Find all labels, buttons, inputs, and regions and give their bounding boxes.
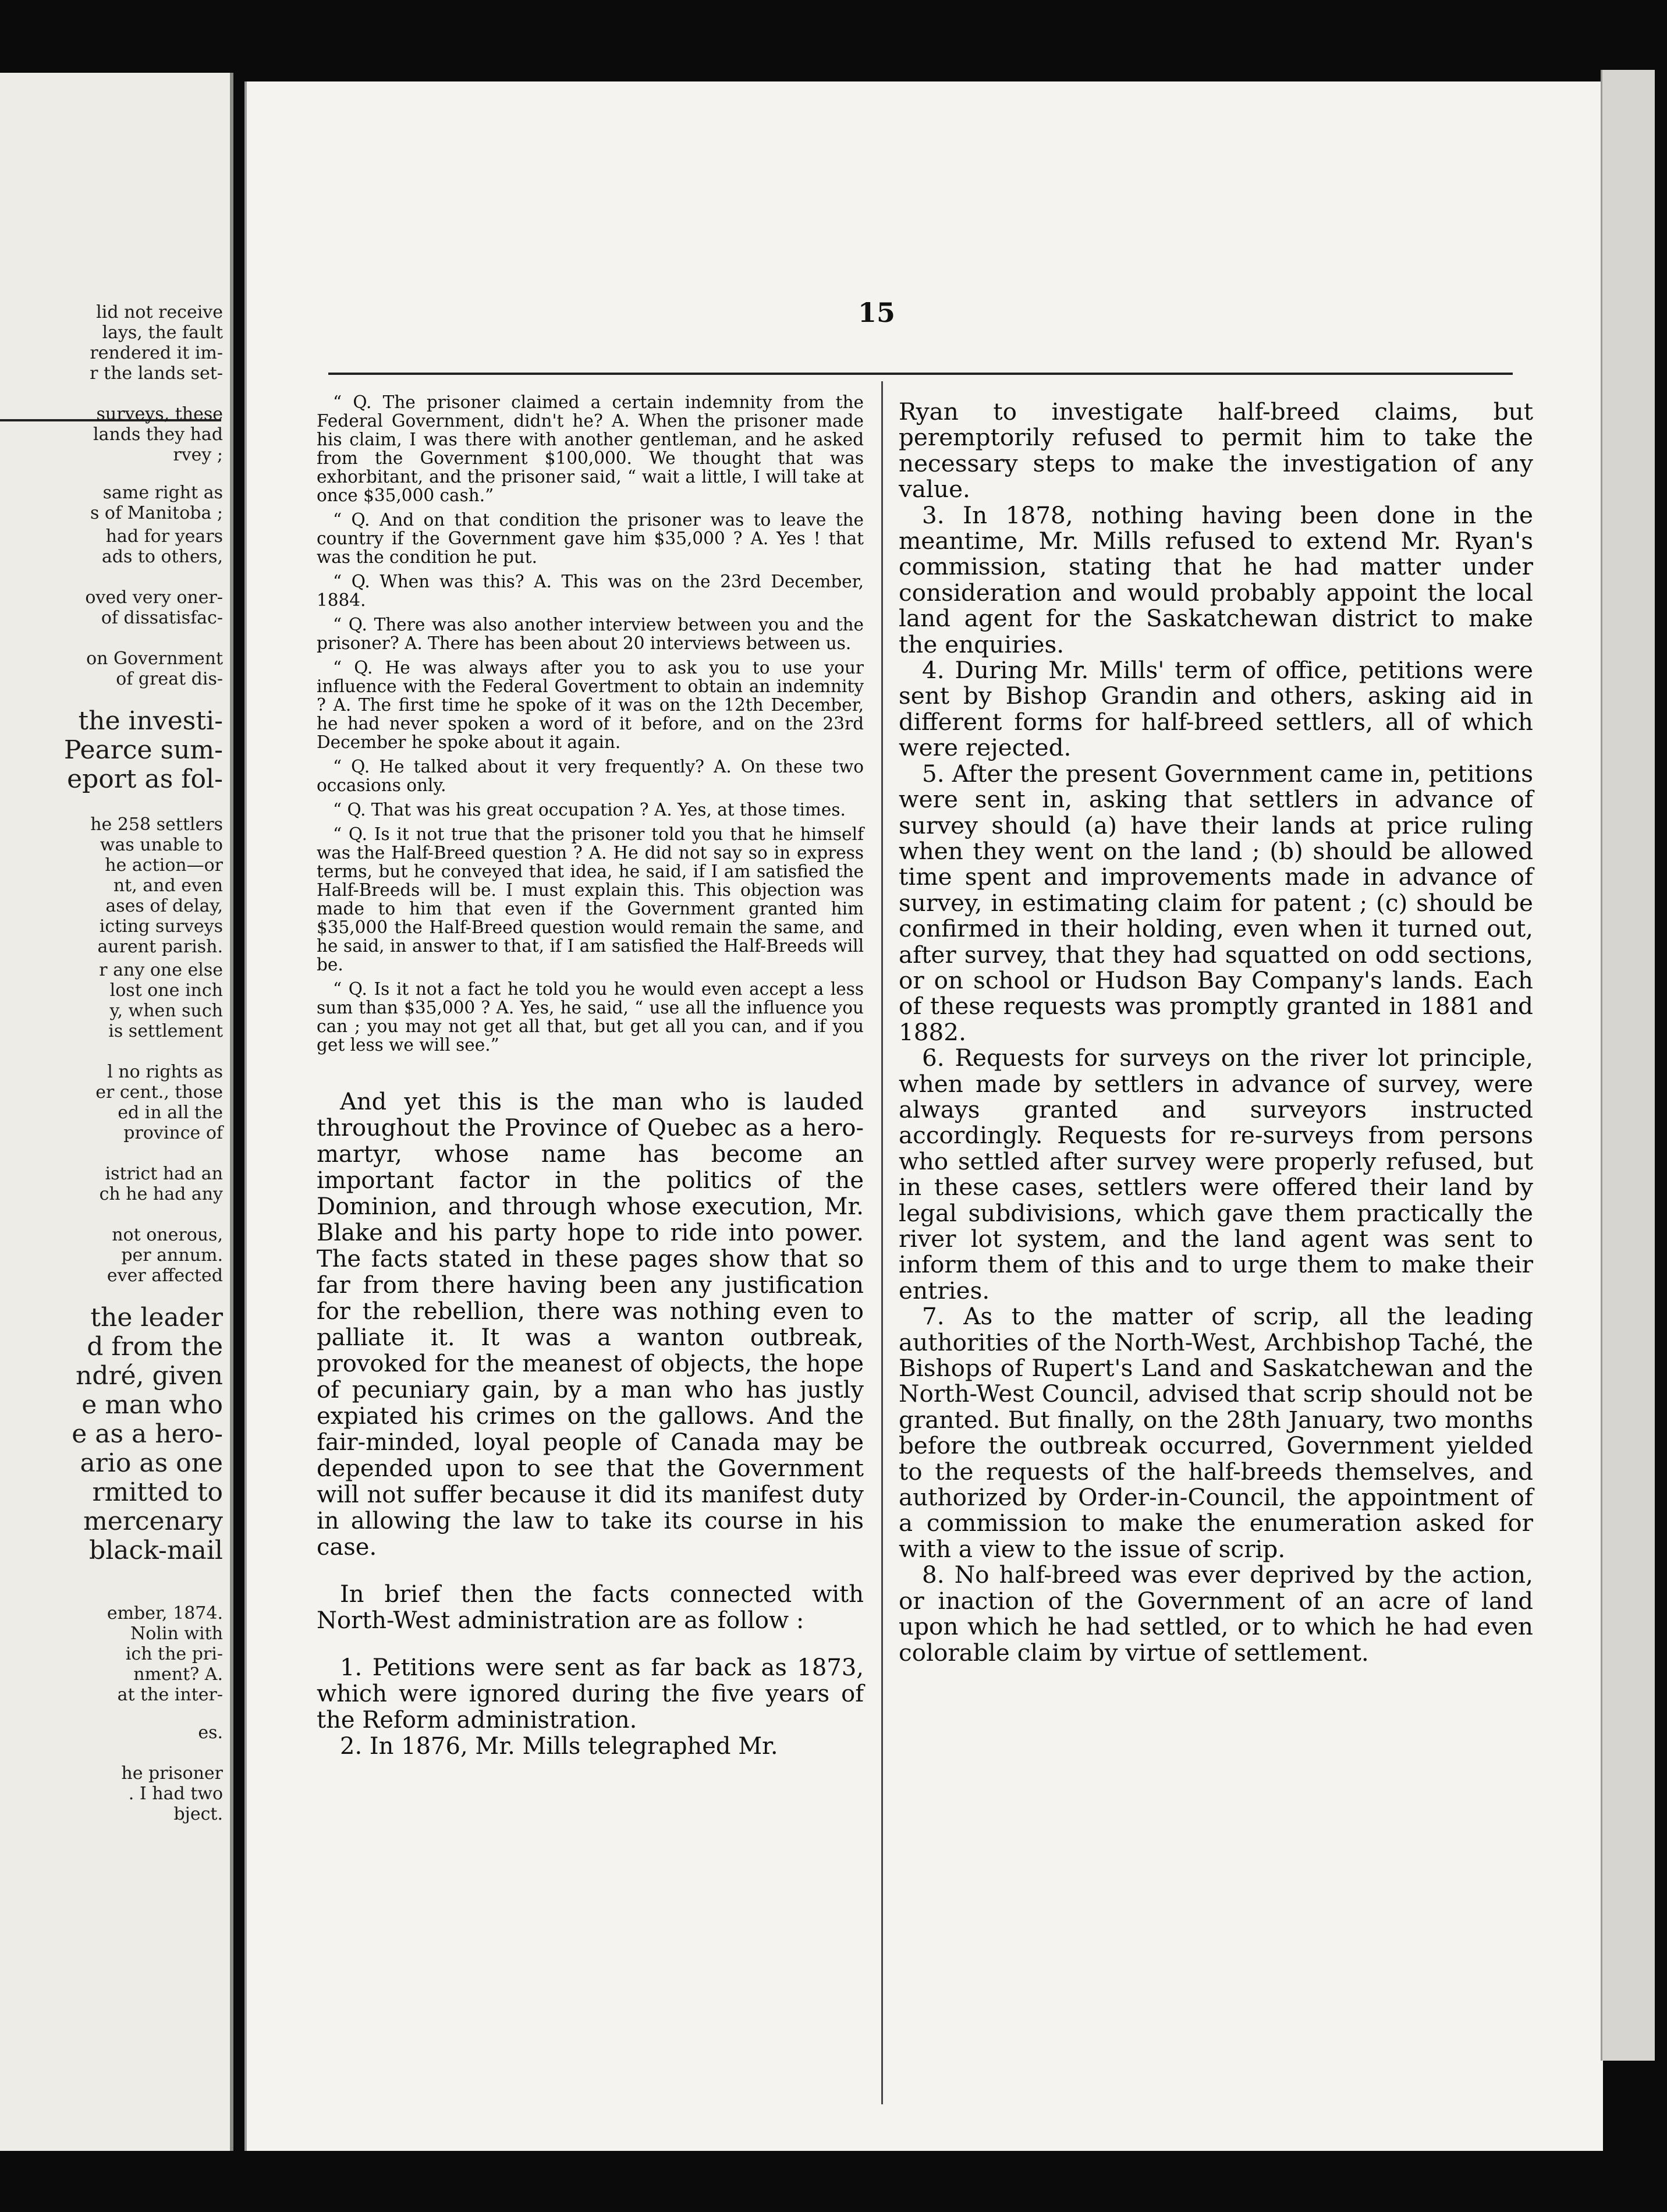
facing-page-line: the leader (90, 1303, 223, 1332)
facing-page-line: he 258 settlers (90, 814, 223, 835)
facing-page-line: l no rights as (107, 1062, 223, 1082)
facing-page-line: ed in all the (118, 1103, 223, 1123)
facing-page-line: es. (198, 1722, 223, 1743)
testimony-paragraph: “ Q. There was also another interview between you and the prisoner? A. There has been about 20 interviews between us. (317, 615, 864, 653)
facing-page-line: same right as (102, 483, 223, 503)
facing-page-line: Pearce sum- (63, 735, 223, 765)
facing-page-fragment (0, 73, 233, 2151)
facing-page-line: oved very oner- (85, 587, 223, 608)
testimony-paragraph: “ Q. He talked about it very frequently? A. On these two occasions only. (317, 757, 864, 795)
facing-page-line: nt, and even (113, 875, 223, 896)
facing-page-line: on Government (86, 648, 223, 669)
facing-page-line: ever affected (107, 1265, 223, 1286)
facing-page-line: e man who (81, 1390, 223, 1420)
body-paragraph: 3. In 1878, nothing having been done in the meantime, Mr. Mills refused to extend Mr. Ryan's commission, stating that he had matter under consideration and would probably appoint the local land agent for the Saskatchewan district to make the enquiries. (899, 501, 1533, 658)
facing-page-line: eport as fol- (67, 764, 223, 794)
facing-page-line: not onerous, (112, 1225, 223, 1245)
facing-page-line: e as a hero- (72, 1419, 223, 1449)
page-number: 15 (858, 297, 896, 328)
facing-page-line: at the inter- (117, 1685, 223, 1705)
facing-page-line: istrict had an (105, 1164, 223, 1184)
right-column (899, 399, 1533, 1665)
facing-page-line: rendered it im- (90, 343, 223, 363)
header-rule (328, 373, 1513, 375)
body-paragraph: 4. During Mr. Mills' term of office, petitions were sent by Bishop Grandin and others, asking aid in different forms for half-breed settlers, all of which were rejected. (899, 656, 1533, 762)
facing-page-line: was unable to (100, 835, 223, 855)
facing-page-line: rmitted to (92, 1477, 223, 1507)
body-paragraph: Ryan to investigate half-breed claims, but peremptorily refused to permit him to take the necessary steps to make the investigation of any value. (899, 398, 1533, 504)
main-page (244, 81, 1603, 2151)
body-paragraph: 2. In 1876, Mr. Mills telegraphed Mr. (340, 1733, 778, 1760)
testimony-paragraph: “ Q. And on that condition the prisoner was to leave the country if the Government gave him $35,000 ? A. Yes ! that was the condition he put. (317, 510, 864, 567)
facing-page-line: had for years (105, 526, 223, 547)
testimony-paragraph: “ Q. He was always after you to ask you to use your influence with the Federal Govertment to obtain an indemnity ? A. The first time he spoke of it was on the 12th December, he had never spoken a word of it before, and on the 23rd December he spoke about it again. (317, 658, 864, 752)
facing-page-line: ich the pri- (125, 1644, 223, 1664)
body-paragraph: 1. Petitions were sent as far back as 1873, which were ignored during the five years of the Reform administration. (317, 1654, 864, 1734)
facing-page-line: Nolin with (130, 1623, 223, 1644)
facing-page-line: rvey ; (173, 445, 223, 465)
facing-page-line: is settlement (108, 1021, 223, 1041)
facing-page-line: r the lands set- (90, 363, 223, 384)
facing-page-line: lost one inch (109, 980, 223, 1001)
facing-page-line: ch he had any (99, 1184, 223, 1204)
facing-page-line: mercenary (83, 1506, 223, 1536)
facing-page-line: . I had two (128, 1784, 223, 1804)
facing-page-line: ads to others, (101, 547, 223, 567)
facing-page-line: he prisoner (121, 1763, 223, 1784)
body-paragraph: And yet this is the man who is lauded throughout the Province of Quebec as a hero-martyr, whose name has become an important factor in the politics of the Dominion, and through whose execution, Mr. Blake and his party hope to ride into power. The facts stated in these pages show that so far from there having been any justification for the rebellion, there was nothing even to palliate it. It was a wanton outbreak, provoked for the meanest of objects, the hope of pecuniary gain, by a man who has justly expiated his crimes on the gallows. And the fair-minded, loyal people of Canada may be depended upon to see that the Government will not suffer because it did its manifest duty in allowing the law to take its course in his case. (317, 1089, 864, 1561)
facing-page-line: lays, the fault (102, 322, 223, 343)
facing-page-line: lands they had (93, 424, 223, 445)
testimony-paragraph: “ Q. The prisoner claimed a certain indemnity from the Federal Government, didn't he? A. When the prisoner made his claim, I was there with another gentleman, and he asked from the Government $100,000. We thought that was exhorbitant, and the prisoner said, “ wait a little, I will take at once $35,000 cash.” (317, 392, 864, 505)
facing-page-line: province of (123, 1123, 223, 1143)
facing-page-line: s of Manitoba ; (90, 503, 223, 523)
column-rule (881, 381, 883, 2104)
facing-page-line: d from the (87, 1332, 223, 1362)
facing-page-line: nment? A. (133, 1664, 223, 1685)
facing-page-line: black-mail (89, 1536, 223, 1565)
facing-page-line: er cent., those (95, 1082, 223, 1103)
left-column (317, 393, 864, 1760)
facing-page-line: y, when such (109, 1001, 223, 1021)
page-edge (1601, 70, 1655, 2061)
facing-page-line: of great dis- (116, 669, 223, 689)
facing-page-line: surveys, these (96, 404, 223, 424)
testimony-paragraph: “ Q. When was this? A. This was on the 23rd December, 1884. (317, 572, 864, 610)
facing-page-line: he action—or (105, 855, 223, 875)
testimony-paragraph: “ Q. Is it not a fact he told you he would even accept a less sum than $35,000 ? A. Yes, he said, “ use all the influence you can ; you may not get all that, but get all you can, and if you get less we will see.” (317, 979, 864, 1055)
facing-page-line: aurent parish. (97, 937, 223, 957)
facing-page-line: ember, 1874. (107, 1603, 223, 1623)
body-paragraph: 6. Requests for surveys on the river lot principle, when made by settlers in advance of survey, were always granted and surveyors instructed accordingly. Requests for re-surveys from persons who settled after survey were properly refused, but in these cases, settlers were offered their land by legal subdivisions, which gave them practically the river lot system, and the land agent was sent to inform them of this and to urge them to make their entries. (899, 1044, 1533, 1304)
facing-page-line: the investi- (78, 706, 223, 736)
facing-page-line: icting surveys (99, 916, 223, 937)
facing-page-line: ases of delay, (105, 896, 223, 916)
body-paragraph: In brief then the facts connected with North-West administration are as follow : (317, 1581, 864, 1634)
facing-page-line: lid not receive (96, 302, 223, 322)
testimony-paragraph: “ Q. Is it not true that the prisoner told you that he himself was the Half-Breed question ? A. He did not say so in express terms, but he conveyed that idea, he said, if I am satisfied the Half-Breeds will be. I must explain this. This objection was made to him that even if the Government granted him $35,000 the Half-Breed question would remain the same, and he said, in answer to that, if I am satisfied the Half-Breeds will be. (317, 824, 864, 974)
facing-page-line: ndré, given (75, 1361, 223, 1391)
testimony-paragraph: “ Q. That was his great occupation ? A. Yes, at those times. (333, 800, 846, 820)
body-paragraph: 7. As to the matter of scrip, all the leading authorities of the North-West, Archbishop Taché, the Bishops of Rupert's Land and Saskatchewan and the North-West Council, advised that scrip should not be granted. But finally, on the 28th January, two months before the outbreak occurred, Government yielded to the requests of the half-breeds themselves, and authorized by Order-in-Council, the appointment of a commission to make the enumeration asked for with a view to the issue of scrip. (899, 1302, 1533, 1563)
body-paragraph: 8. No half-breed was ever deprived by the action, or inaction of the Government of an acre of land upon which he had settled, or to which he had even colorable claim by virtue of settlement. (899, 1561, 1533, 1667)
facing-page-line: bject. (173, 1804, 223, 1824)
facing-page-line: ario as one (80, 1448, 223, 1478)
facing-page-line: r any one else (99, 960, 223, 980)
facing-page-line: of dissatisfac- (101, 608, 223, 628)
facing-page-line: per annum. (121, 1245, 223, 1265)
body-paragraph: 5. After the present Government came in, petitions were sent in, asking that settlers in advance of survey should (a) have their lands at price ruling when they went on the land ; (b) should be allowed time spent and improvements made in advance of survey, in estimating claim for patent ; (c) should be confirmed in their holding, even when it turned out, after survey, that they had squatted on odd sections, or on school or Hudson Bay Company's lands. Each of these requests was promptly granted in 1881 and 1882. (899, 759, 1533, 1046)
